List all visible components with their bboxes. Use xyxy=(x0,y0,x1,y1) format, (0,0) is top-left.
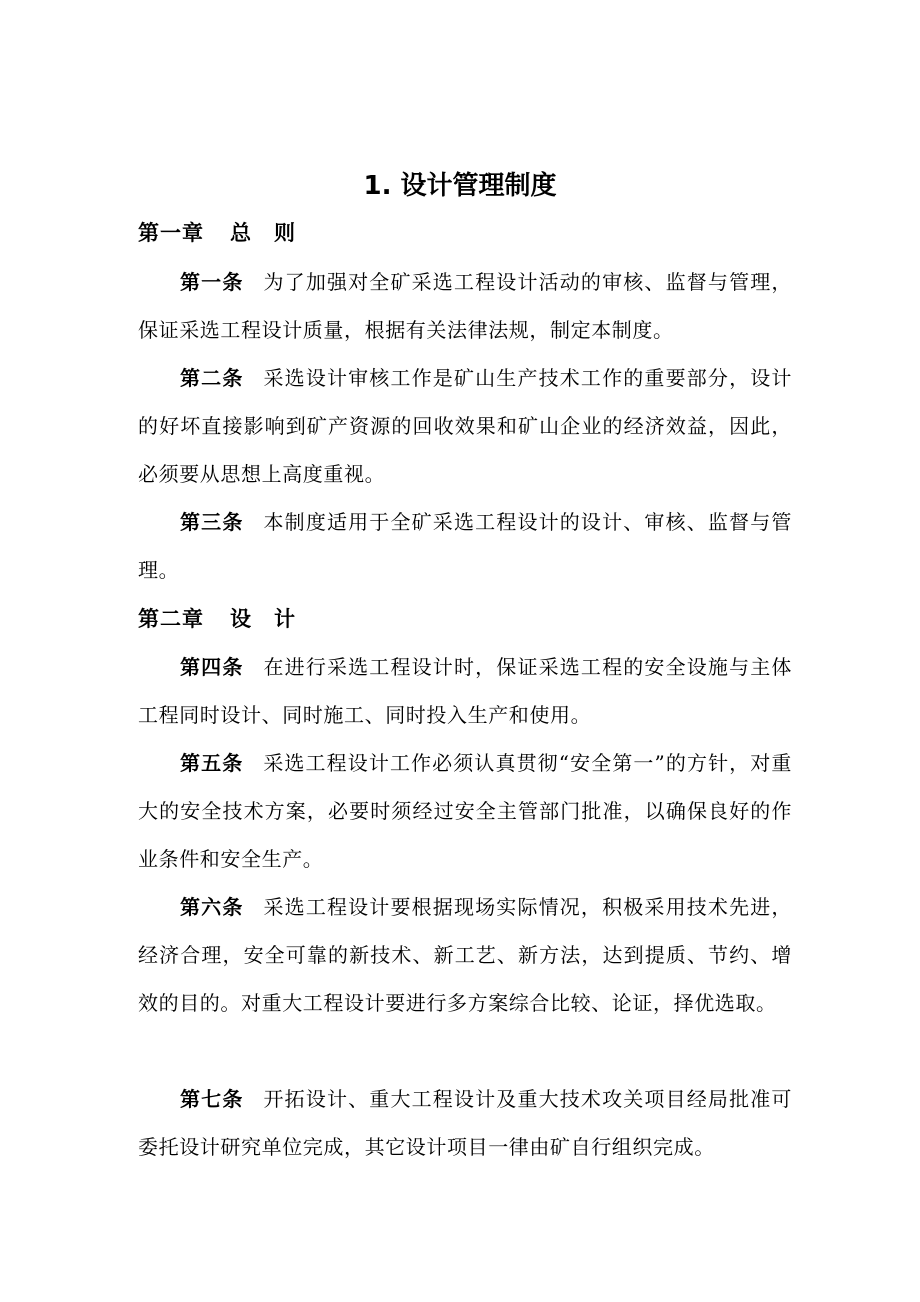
article xyxy=(138,883,792,1027)
chapter-heading xyxy=(138,601,296,637)
chapter-heading xyxy=(138,215,296,251)
chapter-name: 总 则 xyxy=(230,221,296,245)
article xyxy=(138,354,792,498)
chapter-name: 设 计 xyxy=(230,607,296,631)
article-label: 第二条 xyxy=(180,366,244,390)
article-label: 第七条 xyxy=(180,1087,244,1111)
article-text: 采选工程设计工作必须认真贯彻“安全第一”的方针，对重大的安全技术方案，必要时须经过安全主管部门批准，以确保良好的作业条件和安全生产。 xyxy=(138,751,792,871)
article-text: 本制度适用于全矿采选工程设计的设计、审核、监督与管理。 xyxy=(138,510,792,582)
article-text: 为了加强对全矿采选工程设计活动的审核、监督与管理，保证采选工程设计质量，根据有关法律法规，制定本制度。 xyxy=(138,270,792,342)
article-text: 开拓设计、重大工程设计及重大技术攻关项目经局批准可委托设计研究单位完成，其它设计项目一律由矿自行组织完成。 xyxy=(138,1087,792,1159)
article xyxy=(138,498,792,594)
article-label: 第五条 xyxy=(180,751,244,775)
article xyxy=(138,1075,792,1171)
chapter-number: 第一章 xyxy=(138,221,204,245)
article-label: 第四条 xyxy=(180,655,244,679)
article xyxy=(138,258,792,354)
document-title: 1. 设计管理制度 xyxy=(363,171,557,201)
article-text: 在进行采选工程设计时，保证采选工程的安全设施与主体工程同时设计、同时施工、同时投入生产和使用。 xyxy=(138,655,792,727)
article-text: 采选工程设计要根据现场实际情况，积极采用技术先进，经济合理，安全可靠的新技术、新工艺、新方法，达到提质、节约、增效的目的。对重大工程设计要进行多方案综合比较、论证，择优选取。 xyxy=(138,895,792,1015)
chapter-number: 第二章 xyxy=(138,607,204,631)
article-label: 第六条 xyxy=(180,895,244,919)
article xyxy=(138,643,792,739)
article xyxy=(138,739,792,883)
article-label: 第三条 xyxy=(180,510,244,534)
article-label: 第一条 xyxy=(180,270,244,294)
article-text: 采选设计审核工作是矿山生产技术工作的重要部分，设计的好坏直接影响到矿产资源的回收效果和矿山企业的经济效益，因此，必须要从思想上高度重视。 xyxy=(138,366,792,486)
